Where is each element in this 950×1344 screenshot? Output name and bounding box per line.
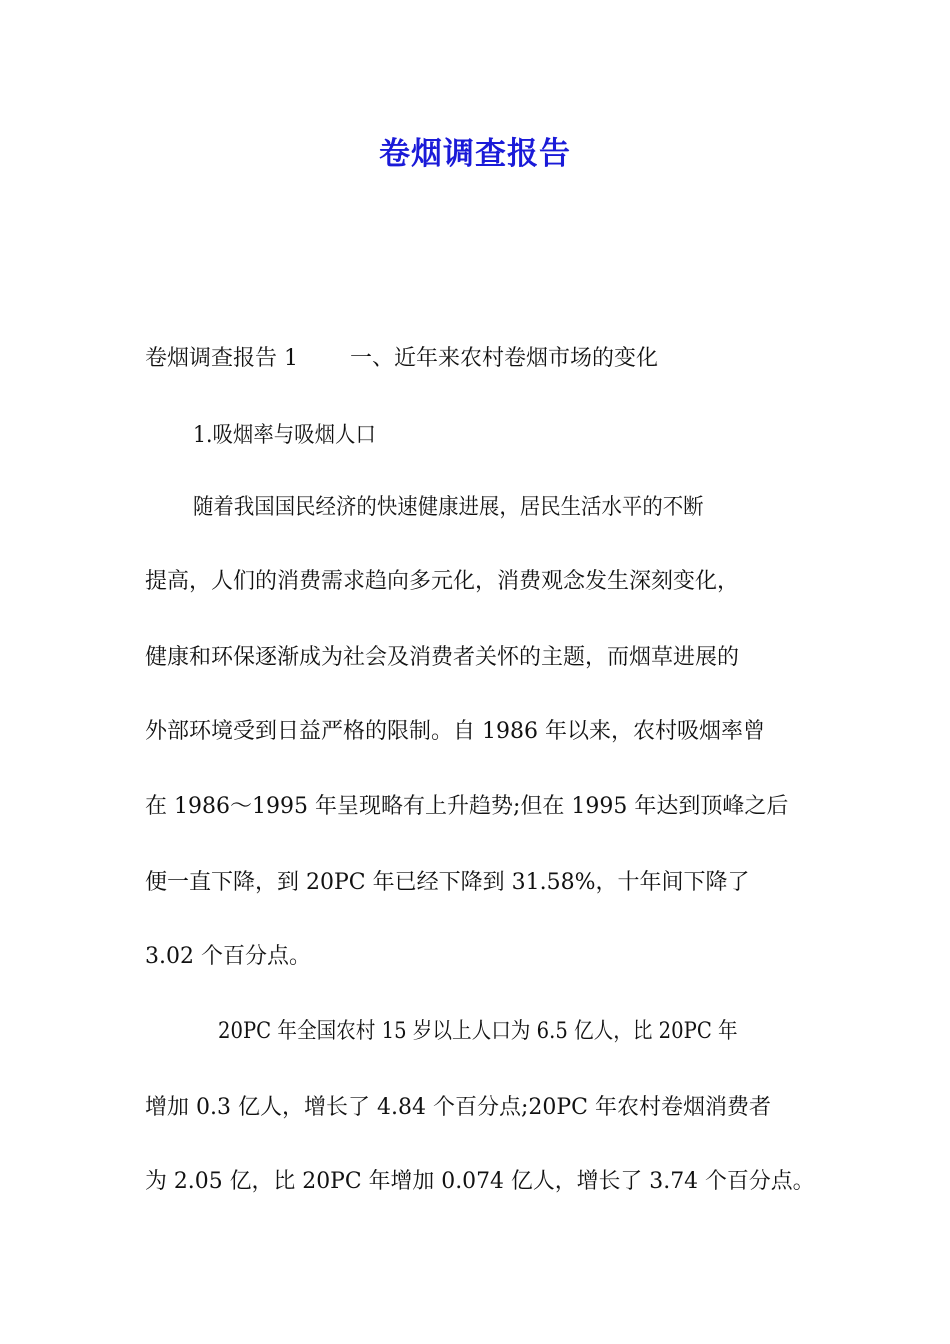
report-label: 卷烟调查报告 1 xyxy=(145,346,298,371)
paragraph-2-line-3: 为 2.05 亿，比 20PC 年增加 0.074 亿人，增长了 3.74 个百分点。 xyxy=(145,1169,815,1194)
paragraph-2-line-2: 增加 0.3 亿人，增长了 4.84 个百分点;20PC 年农村卷烟消费者 xyxy=(145,1095,771,1120)
document-title: 卷烟调查报告 xyxy=(379,136,571,172)
paragraph-1-line-5: 在 1986～1995 年呈现略有上升趋势;但在 1995 年达到顶峰之后 xyxy=(145,794,789,819)
paragraph-1-line-4: 外部环境受到日益严格的限制。自 1986 年以来，农村吸烟率曾 xyxy=(145,719,765,744)
paragraph-1-line-2: 提高，人们的消费需求趋向多元化，消费观念发生深刻变化， xyxy=(145,569,740,594)
section-heading: 一、近年来农村卷烟市场的变化 xyxy=(350,346,659,371)
paragraph-2-line-1: 20PC 年全国农村 15 岁以上人口为 6.5 亿人，比 20PC 年 xyxy=(218,1019,738,1044)
report-heading-line xyxy=(145,344,815,374)
paragraph-1-line-1: 随着我国国民经济的快速健康进展，居民生活水平的不断 xyxy=(193,495,704,520)
paragraph-1-line-3: 健康和环保逐渐成为社会及消费者关怀的主题，而烟草进展的 xyxy=(145,645,740,670)
paragraph-1-line-7: 3.02 个百分点。 xyxy=(145,944,311,969)
paragraph-1-line-6: 便一直下降，到 20PC 年已经下降到 31.58%，十年间下降了 xyxy=(145,870,750,895)
subsection-heading: 1.吸烟率与吸烟人口 xyxy=(193,423,376,448)
